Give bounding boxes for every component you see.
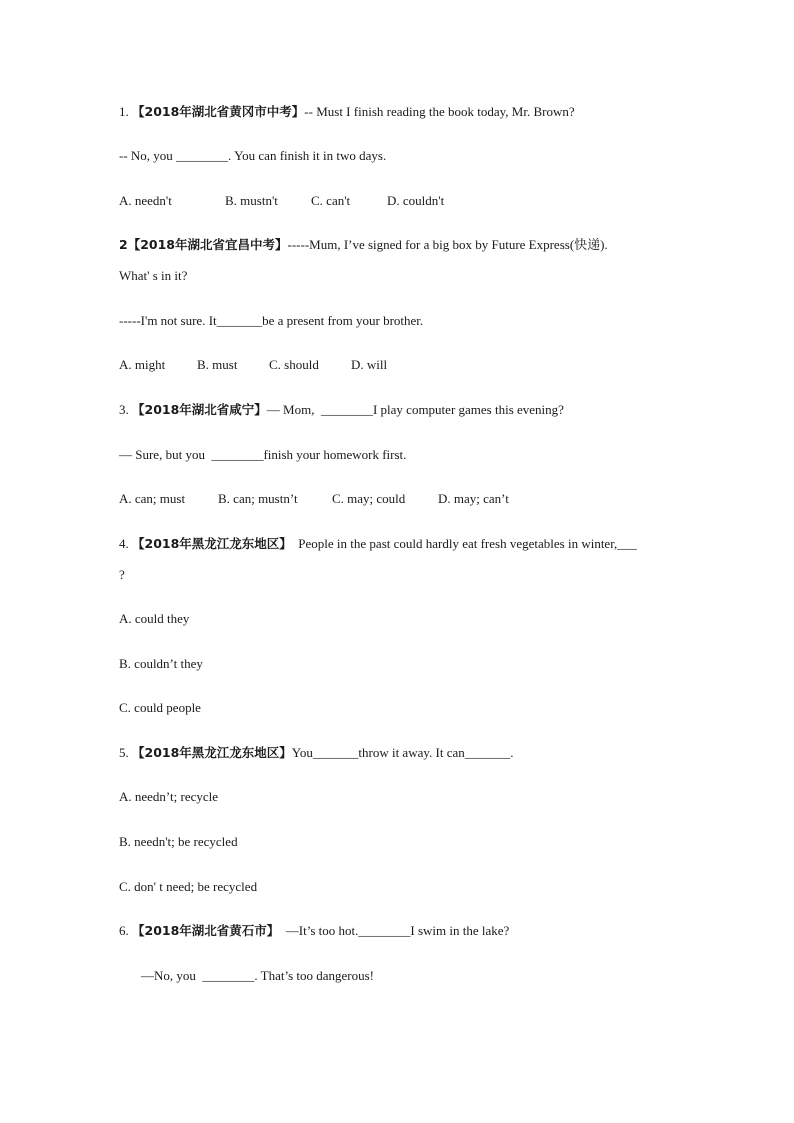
question-number: 6. bbox=[119, 923, 132, 938]
question-1-reply: -- No, you ________. You can finish it in two days. bbox=[119, 148, 387, 163]
option-c: C. should bbox=[269, 357, 319, 372]
question-3-options bbox=[119, 491, 684, 507]
option-b: B. can; mustn’t bbox=[218, 491, 298, 506]
question-number: 1. bbox=[119, 104, 132, 119]
question-text: — Mom, ________I play computer games this evening? bbox=[266, 402, 564, 417]
question-source: 【2018年湖北省咸宁】 bbox=[132, 402, 267, 417]
question-text: People in the past could hardly eat fresh vegetables in winter,___ bbox=[291, 536, 637, 551]
question-2-stem bbox=[119, 237, 684, 253]
question-2-options bbox=[119, 357, 684, 373]
option-d: D. may; can’t bbox=[438, 491, 509, 506]
question-4-option-a: A. could they bbox=[119, 611, 190, 626]
question-source: 【2018年黑龙江龙东地区】 bbox=[132, 745, 292, 760]
option-c: C. may; could bbox=[332, 491, 406, 506]
question-number: 4. bbox=[119, 536, 132, 551]
question-number: 2 bbox=[119, 237, 128, 252]
question-source: 【2018年湖北省宜昌中考】 bbox=[127, 237, 288, 252]
question-2-stem-continued: What' s in it? bbox=[119, 268, 188, 283]
question-text: -----Mum, I’ve signed for a big box by Future Express(快递). bbox=[287, 237, 608, 252]
question-text: You_______throw it away. It can_______. bbox=[291, 745, 514, 760]
question-text: -- Must I finish reading the book today, Mr. Brown? bbox=[304, 104, 575, 119]
question-source: 【2018年湖北省黄石市】 bbox=[132, 923, 280, 938]
question-5-stem bbox=[119, 745, 684, 761]
question-3-reply: — Sure, but you ________finish your homework first. bbox=[119, 447, 407, 462]
question-6-stem bbox=[119, 923, 684, 939]
question-source: 【2018年黑龙江龙东地区】 bbox=[132, 536, 292, 551]
option-b: B. must bbox=[197, 357, 238, 372]
option-c: C. can't bbox=[311, 193, 351, 208]
option-a: A. can; must bbox=[119, 491, 186, 506]
question-number: 3. bbox=[119, 402, 132, 417]
question-4-stem-continued: ? bbox=[119, 567, 125, 582]
question-5-option-b: B. needn't; be recycled bbox=[119, 834, 238, 849]
option-a: A. needn't bbox=[119, 193, 172, 208]
question-1-options bbox=[119, 193, 684, 209]
option-d: D. will bbox=[351, 357, 388, 372]
question-4-stem bbox=[119, 536, 684, 552]
question-4-option-b: B. couldn’t they bbox=[119, 656, 203, 671]
option-d: D. couldn't bbox=[387, 193, 445, 208]
question-5-option-a: A. needn’t; recycle bbox=[119, 789, 219, 804]
question-5-option-c: C. don' t need; be recycled bbox=[119, 879, 258, 894]
option-b: B. mustn't bbox=[225, 193, 278, 208]
question-6-reply: —No, you ________. That’s too dangerous! bbox=[141, 968, 375, 983]
option-a: A. might bbox=[119, 357, 166, 372]
question-source: 【2018年湖北省黄冈市中考】 bbox=[132, 104, 305, 119]
question-3-stem bbox=[119, 402, 684, 418]
question-number: 5. bbox=[119, 745, 132, 760]
question-2-reply: -----I'm not sure. It_______be a present from your brother. bbox=[119, 313, 424, 328]
question-4-option-c: C. could people bbox=[119, 700, 201, 715]
question-1-stem bbox=[119, 104, 684, 120]
question-text: —It’s too hot.________I swim in the lake? bbox=[279, 923, 510, 938]
